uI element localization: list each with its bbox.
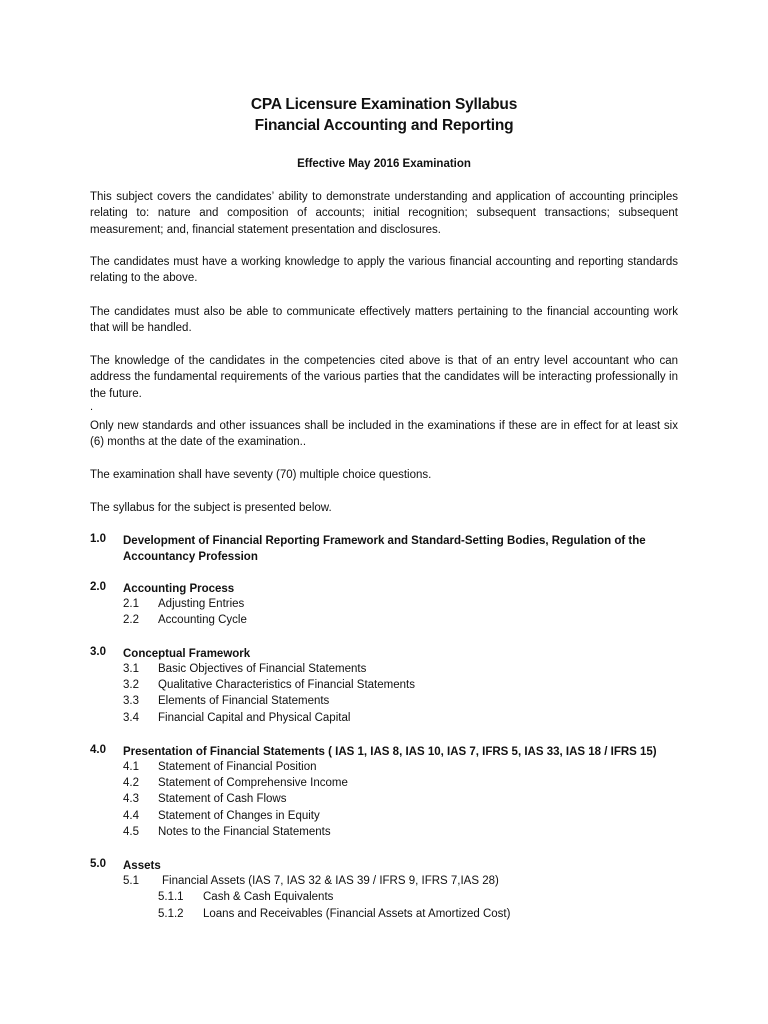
subsection-number: 4.3 xyxy=(123,793,139,805)
subsubsection-number: 5.1.2 xyxy=(158,908,184,920)
section-number: 5.0 xyxy=(90,858,106,870)
subsection-number: 3.3 xyxy=(123,695,139,707)
section-title: Assets xyxy=(123,860,161,872)
subsection-title: Statement of Financial Position xyxy=(158,761,317,773)
subsection-number: 5.1 xyxy=(123,875,139,887)
subsubsection-number: 5.1.1 xyxy=(158,891,184,903)
subsection-number: 3.1 xyxy=(123,663,139,675)
subsection-title: Statement of Cash Flows xyxy=(158,793,287,805)
subsection-title: Notes to the Financial Statements xyxy=(158,826,331,838)
subsection-number: 2.1 xyxy=(123,598,139,610)
section-number: 1.0 xyxy=(90,533,106,545)
subsection-title: Basic Objectives of Financial Statements xyxy=(158,663,367,675)
section-title: Accounting Process xyxy=(123,583,235,595)
subsection-title: Accounting Cycle xyxy=(158,614,247,626)
paragraph-entry-level: The knowledge of the candidates in the competencies cited above is that of an entry level accountant who can address the fundamental requirements of the various parties that the candidates will be interacting professionally in the future. xyxy=(90,355,678,400)
paragraph-question-count: The examination shall have seventy (70) multiple choice questions. xyxy=(90,469,432,481)
subsection-title: Qualitative Characteristics of Financial Statements xyxy=(158,679,415,691)
paragraph-new-standards: Only new standards and other issuances shall be included in the examinations if these are in effect for at least six (6) months at the date of the examination.. xyxy=(90,420,678,449)
subsection-title: Elements of Financial Statements xyxy=(158,695,330,707)
subsection-number: 3.2 xyxy=(123,679,139,691)
subsection-number: 2.2 xyxy=(123,614,139,626)
effective-date: Effective May 2016 Examination xyxy=(297,158,471,170)
paragraph-working-knowledge: The candidates must have a working knowledge to apply the various financial accounting and reporting standards relating to the above. xyxy=(90,256,678,285)
subsubsection-title: Loans and Receivables (Financial Assets at Amortized Cost) xyxy=(203,908,511,920)
section-number: 3.0 xyxy=(90,646,106,658)
stray-dot: . xyxy=(90,401,94,413)
subsection-number: 3.4 xyxy=(123,712,139,724)
subsection-number: 4.4 xyxy=(123,810,139,822)
document-title: CPA Licensure Examination Syllabus xyxy=(250,96,518,113)
subsection-number: 4.2 xyxy=(123,777,139,789)
section-number: 2.0 xyxy=(90,581,106,593)
subsection-number: 4.5 xyxy=(123,826,139,838)
section-number: 4.0 xyxy=(90,744,106,756)
subsection-title: Adjusting Entries xyxy=(158,598,245,610)
intro-paragraph: This subject covers the candidates’ ability to demonstrate understanding and application of accounting principles relating to: nature and composition of accounts; initial recognition; subsequent transactions; subsequent measurement; and, financial statement presentation and disclosures. xyxy=(90,191,678,236)
paragraph-communicate: The candidates must also be able to communicate effectively matters pertaining to the financial accounting work that will be handled. xyxy=(90,306,678,335)
subsection-title: Statement of Changes in Equity xyxy=(158,810,320,822)
section-title: Conceptual Framework xyxy=(123,648,251,660)
subsection-title: Statement of Comprehensive Income xyxy=(158,777,348,789)
section-title: Development of Financial Reporting Framework and Standard-Setting Bodies, Regulation of the Accountancy Profession xyxy=(123,535,646,564)
paragraph-syllabus-intro: The syllabus for the subject is presented below. xyxy=(90,502,332,514)
subsection-title: Financial Assets (IAS 7, IAS 32 & IAS 39 / IFRS 9, IFRS 7,IAS 28) xyxy=(162,875,499,887)
subsubsection-title: Cash & Cash Equivalents xyxy=(203,891,334,903)
document-subtitle: Financial Accounting and Reporting xyxy=(254,117,514,134)
subsection-title: Financial Capital and Physical Capital xyxy=(158,712,351,724)
subsection-number: 4.1 xyxy=(123,761,139,773)
section-title: Presentation of Financial Statements ( IAS 1, IAS 8, IAS 10, IAS 7, IFRS 5, IAS 33, IAS 18 / IFRS 15) xyxy=(123,746,657,758)
